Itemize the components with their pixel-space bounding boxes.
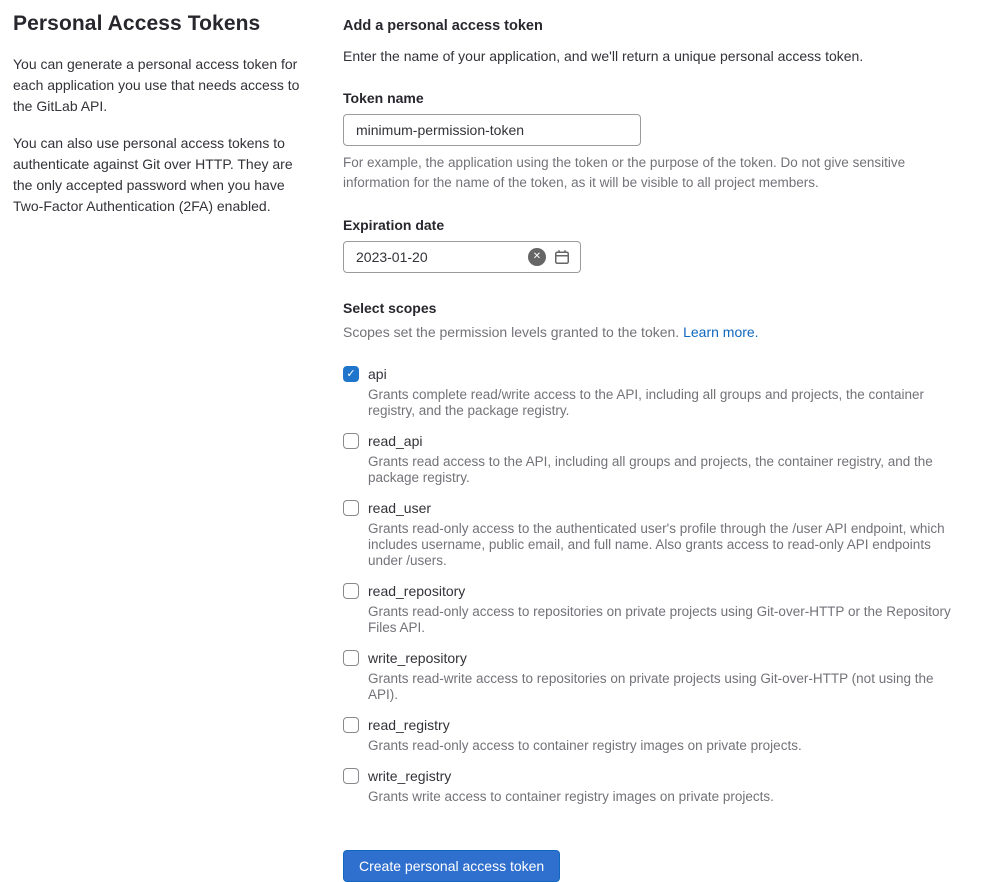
scope-checkbox-read_api[interactable]	[343, 433, 359, 449]
scope-checkbox-api[interactable]	[343, 366, 359, 382]
expiration-date-input[interactable]	[343, 241, 581, 273]
scope-name[interactable]: write_repository	[368, 650, 467, 666]
scope-item	[343, 766, 963, 805]
calendar-icon[interactable]	[554, 249, 570, 265]
scope-name[interactable]: read_repository	[368, 583, 466, 599]
scope-name[interactable]: api	[368, 366, 387, 382]
scope-checkbox-read_registry[interactable]	[343, 717, 359, 733]
scope-item	[343, 581, 963, 636]
form-description: Enter the name of your application, and we'll return a unique personal access token.	[343, 48, 864, 64]
scope-item	[343, 498, 963, 569]
expiration-date-value[interactable]: 2023-01-20	[356, 249, 428, 265]
scope-item	[343, 364, 963, 419]
scope-name[interactable]: read_api	[368, 433, 423, 449]
scope-description: Grants read-only access to container registry images on private projects.	[368, 738, 802, 753]
scope-description: Grants write access to container registry images on private projects.	[368, 789, 774, 804]
clear-date-icon[interactable]: ✕	[528, 248, 546, 266]
token-name-input[interactable]	[343, 114, 641, 146]
settings-section-description	[13, 12, 313, 882]
page-title: Personal Access Tokens	[13, 12, 261, 35]
add-token-form	[343, 12, 963, 882]
select-scopes-label: Select scopes	[343, 300, 437, 316]
scope-item	[343, 715, 963, 754]
check-icon: ✓	[346, 367, 356, 380]
scope-description: Grants read-only access to the authenticated user's profile through the /user API endpoint, which includes username, public email, and full name. Also grants access to read-only API endpoints under /users.	[368, 521, 945, 568]
scope-checkbox-write_registry[interactable]	[343, 768, 359, 784]
scopes-hint-text: Scopes set the permission levels granted to the token.	[343, 324, 680, 340]
intro-paragraph-2: You can also use personal access tokens to authenticate against Git over HTTP. They are the only accepted password when you have Two-Factor Authentication (2FA) enabled.	[13, 135, 293, 214]
scope-description: Grants read-write access to repositories on private projects using Git-over-HTTP (not using the API).	[368, 671, 934, 702]
expiration-date-label: Expiration date	[343, 217, 445, 233]
scopes-list	[343, 364, 963, 805]
scope-checkbox-read_user[interactable]	[343, 500, 359, 516]
scope-name[interactable]: read_user	[368, 500, 432, 516]
scope-description: Grants read access to the API, including all groups and projects, the container registry, and the package registry.	[368, 454, 933, 485]
scopes-hint	[343, 322, 963, 342]
scope-item	[343, 431, 963, 486]
scope-checkbox-write_repository[interactable]	[343, 650, 359, 666]
scope-item	[343, 648, 963, 703]
learn-more-link[interactable]: Learn more.	[683, 324, 759, 340]
token-name-label: Token name	[343, 90, 424, 106]
scope-checkbox-read_repository[interactable]	[343, 583, 359, 599]
form-heading: Add a personal access token	[343, 18, 543, 34]
scope-description: Grants complete read/write access to the API, including all groups and projects, the container registry, and the package registry.	[368, 387, 925, 418]
scope-name[interactable]: read_registry	[368, 717, 450, 733]
token-name-help: For example, the application using the token or the purpose of the token. Do not give sensitive information for the name of the token, as it will be visible to all project members.	[343, 155, 906, 190]
scope-name[interactable]: write_registry	[368, 768, 452, 784]
scope-description: Grants read-only access to repositories on private projects using Git-over-HTTP or the Repository Files API.	[368, 604, 951, 635]
intro-paragraph-1: You can generate a personal access token for each application you use that needs access to the GitLab API.	[13, 56, 300, 114]
create-token-button[interactable]: Create personal access token	[343, 850, 560, 882]
